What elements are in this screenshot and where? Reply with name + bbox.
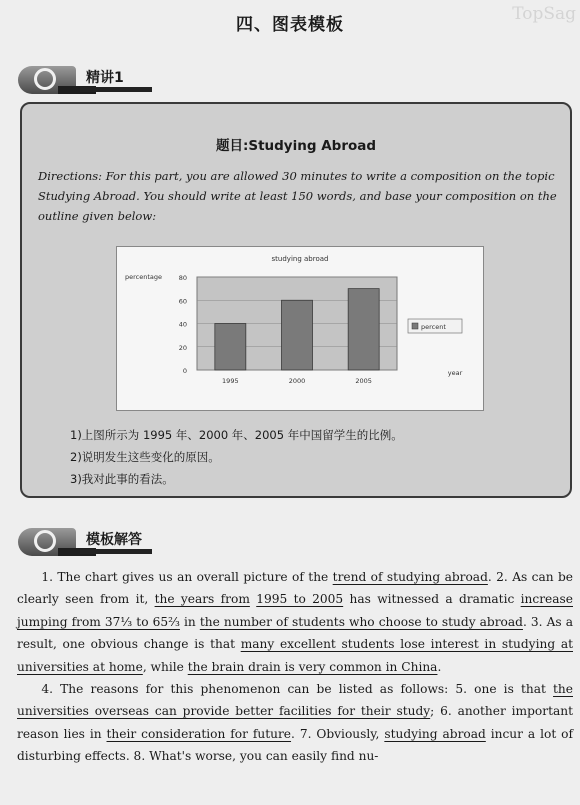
- section-header-1: [18, 60, 218, 100]
- watermark: TopSag: [512, 4, 576, 24]
- chart-title: studying abroad: [271, 255, 329, 263]
- y-tick-label: 40: [178, 320, 187, 329]
- text-run: .: [437, 659, 442, 674]
- text-run: ; 6. another important reason lies in: [17, 704, 573, 741]
- underlined-phrase: the brain drain is very common in China: [187, 659, 438, 674]
- y-axis-label: percentage: [125, 273, 163, 281]
- prompt-title: 题目:Studying Abroad: [215, 138, 377, 154]
- legend-swatch: [412, 323, 418, 329]
- text-run: . 3. As a result, one obvious change is that: [17, 614, 574, 652]
- text-run: . 2. As can be clearly seen from it,: [17, 570, 574, 607]
- bar: [215, 324, 246, 371]
- outline-item: 2)说明发生这些变化的原因。: [70, 450, 220, 464]
- bar: [348, 289, 379, 370]
- magnifier-icon: [18, 66, 76, 94]
- template-icon: [18, 528, 76, 556]
- y-tick-label: 20: [178, 343, 187, 352]
- section-underline-2: [80, 549, 152, 554]
- x-tick-label: 2005: [355, 377, 372, 385]
- page-title: 四、图表模板: [236, 15, 344, 35]
- outline-list: [70, 424, 403, 490]
- outline-item: 1)上图所示为 1995 年、2000 年、2005 年中国留学生的比例。: [70, 428, 403, 442]
- underlined-phrase: 1995 to 2005: [256, 592, 344, 607]
- text-run: has witnessed a dramatic: [343, 592, 521, 607]
- prompt-box: [20, 102, 572, 498]
- section-label-2: 模板解答: [86, 532, 142, 548]
- bar: [282, 300, 313, 370]
- answer-text: [17, 566, 573, 768]
- underlined-phrase: the number of students who choose to study abroad: [199, 614, 523, 629]
- bar-chart: [117, 247, 483, 410]
- text-run: 4. The reasons for this phenomenon can be listed as follows: 5. one is that: [41, 682, 554, 697]
- underlined-phrase: their consideration for future: [106, 726, 292, 741]
- underlined-phrase: the universities overseas can provide better facilities for their study: [17, 682, 573, 719]
- text-run: incur a lot of disturbing effects. 8. What's worse, you can easily find nu-: [17, 726, 573, 764]
- text-run: in: [179, 614, 200, 629]
- x-tick-label: 1995: [222, 377, 239, 385]
- text-run: , while: [142, 659, 188, 674]
- underlined-phrase: increase jumping from 37⅓ to 65⅔: [17, 592, 573, 629]
- prompt-directions: Directions: For this part, you are allowed 30 minutes to write a composition on the topic Studying Abroad. You should write at least 150 words, and base your composition on the outline given below:: [38, 169, 557, 223]
- outline-item: 3)我对此事的看法。: [70, 472, 174, 486]
- answer-paragraph-2: [17, 678, 573, 768]
- text-run: 1. The chart gives us an overall picture of the: [41, 570, 333, 584]
- legend-label: percent: [421, 323, 446, 331]
- y-tick-label: 0: [182, 367, 187, 375]
- x-axis-label: year: [447, 369, 463, 377]
- underlined-phrase: the years from: [154, 592, 250, 607]
- section-header-2: [18, 522, 218, 562]
- chart-frame: [116, 246, 484, 411]
- underlined-phrase: many excellent students lose interest in studying at universities at home: [17, 637, 573, 674]
- section-label-1: 精讲1: [86, 70, 124, 86]
- underlined-phrase: trend of studying abroad: [332, 570, 488, 584]
- section-underline-1: [80, 87, 152, 92]
- y-tick-label: 80: [178, 274, 187, 282]
- underlined-phrase: studying abroad: [384, 726, 486, 741]
- x-tick-label: 2000: [288, 377, 306, 385]
- y-tick-label: 60: [178, 297, 187, 306]
- text-run: . 7. Obviously,: [291, 726, 385, 741]
- answer-paragraph-1: [17, 566, 573, 678]
